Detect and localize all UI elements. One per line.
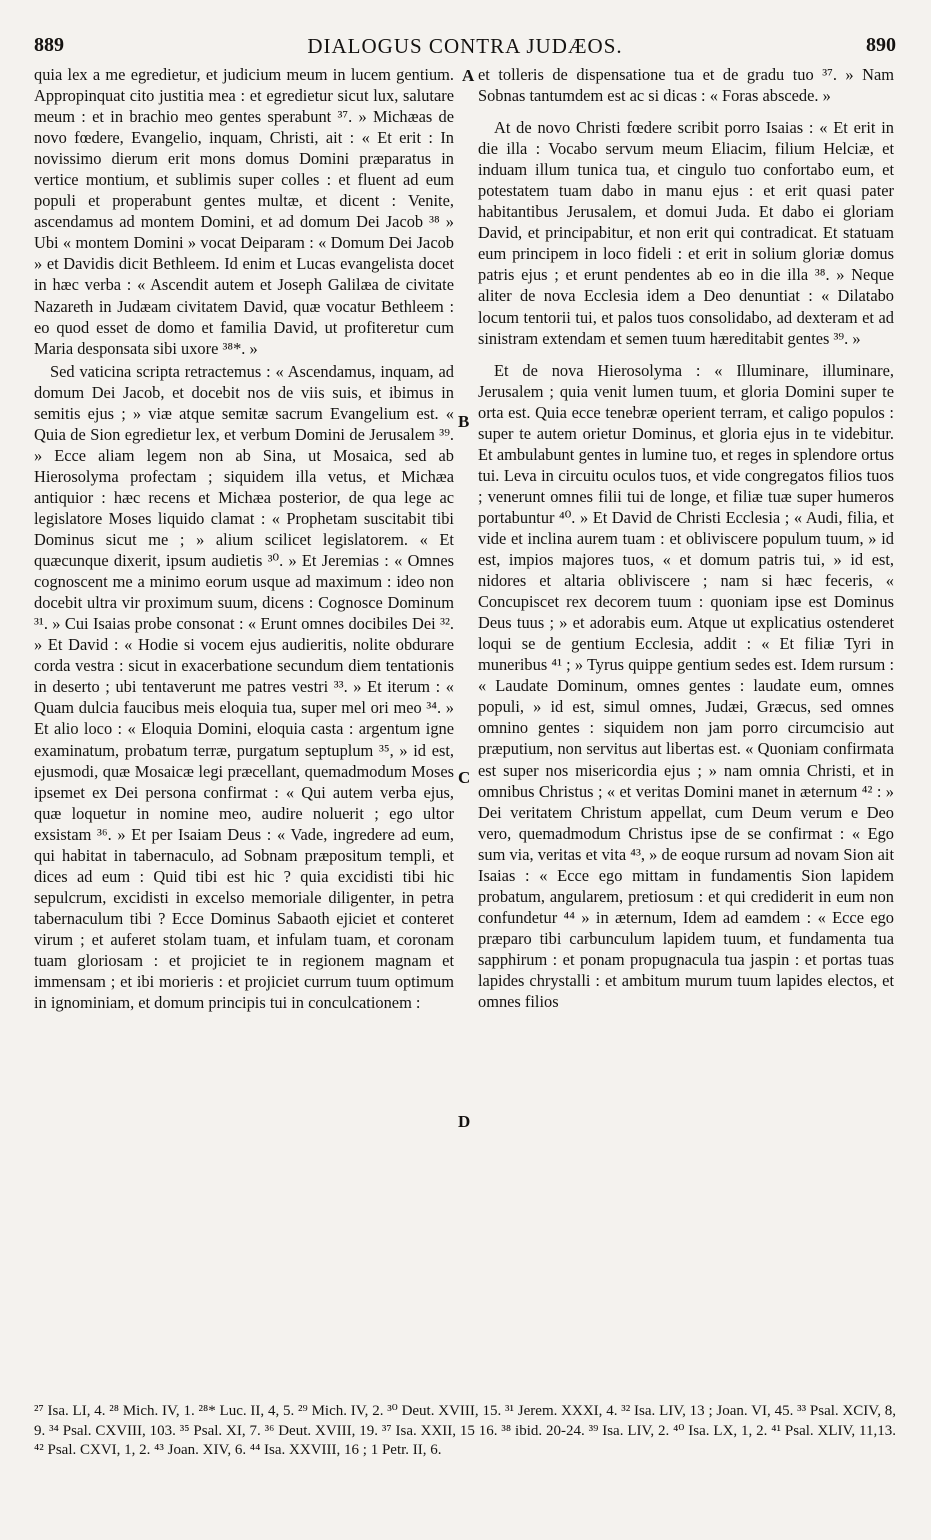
- right-paragraph-3: Et de nova Hierosolyma : « Illuminare, illuminare, Jerusalem ; quia venit lumen tuum, et gloria Domini super te orta est. Quia ecce tenebræ operient terram, et caligo populos : super te autem orietur Dominus, et gloria ejus in te videbitur. Et ambulabunt gentes in lumine tuo, et reges in splendore ortus tui. Leva in circuitu oculos tuos, et vide congregatos filios tuos ; venerunt omnes filii tui de longe, et filiæ tuæ super humeros portabuntur ⁴⁰. » Et David de Christi Ecclesia ; « Audi, filia, et vide et inclina aurem tuam : et obliviscere populum tuum, » id est, impios majores tuos, « et domum patris tui, » id est, nidores et altaria obliviscere ; nam si hæc feceris, « Concupiscet rex decorem tuum : quoniam ipse est Dominus Deus tuus ; » et adorabis eum. Atque ut explicatius ostenderet loqui se de gentium Ecclesia, addit : « Et filiæ Tyri in muneribus ⁴¹ ; » Tyrus quippe gentium sedes est. Idem rursum : « Laudate Dominum, omnes gentes : laudate eum, omnes populi, » id est, simul omnes, Judæi, Græcus, sed omnes omnino gentes : siquidem non jam porro circumcisio aut præputium, non servitus aut libertas est. « Quoniam confirmata est super nos misericordia ejus ; » nam omnia Christi, et in omnibus Christus ; « et veritas Domini manet in æternum ⁴² : » Dei veritatem Christum appellat, cum Deum verum e Deo vero, quemadmodum Christus ipse de se confirmat : « Ego sum via, veritas et vita ⁴³, » de eoque rursum ad novam Sion ait Isaias : « Ecce ego mittam in fundamentis Sion lapidem probatum, angularem, pretiosum : et qui crediderit in eum non confundetur ⁴⁴ » in æternum, Idem ad eamdem : « Ecce ego præparo tibi carbunculum lapidem tuum, et fundamenta tua sapphirum : et ponam propugnacula tua jaspin : et portas tuas lapides chrystalli : et ambitum murum tuum lapides electos, et omnes filios: [478, 360, 894, 1012]
- running-title: DIALOGUS CONTRA JUDÆOS.: [307, 34, 623, 58]
- footnotes: ²⁷ Isa. LI, 4. ²⁸ Mich. IV, 1. ²⁸* Luc. II, 4, 5. ²⁹ Mich. IV, 2. ³⁰ Deut. XVIII, 15. ³¹ Jerem. XXXI, 4. ³² Isa. LIV, 13 ; Joan. VI, 45. ³³ Psal. XCIV, 8, 9. ³⁴ Psal. CXVIII, 103. ³⁵ Psal. XI, 7. ³⁶ Deut. XVIII, 19. ³⁷ Isa. XXII, 15 16. ³⁸ ibid. 20-24. ³⁹ Isa. LIV, 2. ⁴⁰ Isa. LX, 1, 2. ⁴¹ Psal. XLIV, 11,13. ⁴² Psal. CXVI, 1, 2. ⁴³ Joan. XIV, 6. ⁴⁴ Isa. XXVIII, 16 ; 1 Petr. II, 6.: [34, 1403, 896, 1458]
- left-column: [34, 64, 454, 1013]
- right-column: [478, 64, 894, 1012]
- page-number-right: 890: [866, 34, 896, 56]
- section-marker-c: C: [458, 768, 471, 787]
- page-number-left: 889: [34, 34, 64, 56]
- section-marker-b: B: [458, 412, 470, 431]
- section-marker-d: D: [458, 1112, 471, 1131]
- page-header: [34, 34, 896, 64]
- left-paragraph-2: Sed vaticina scripta retractemus : « Ascendamus, inquam, ad domum Dei Jacob, et docebit nos de viis suis, et ibimus in semitis ejus ; » viæ atque semitæ sacrum Evangelium est. « Quia de Sion egredietur lex, et verbum Domini de Jerusalem ³⁹. » Ecce aliam legem non ab Sina, ut Mosaica, sed ab Hierosolyma profectam ; siquidem illa vetus, et Michæa antiquior : hæc recens et Michæa posterior, de qua lege ac legislatore Moses liquido clamat : « Prophetam suscitabit tibi Dominus sicut me ; » alium scilicet legislatorem. « Et quæcunque dixerit, ipsum audietis ³⁰. » Et Jeremias : « Omnes cognoscent me a minimo eorum usque ad maximum : ideo non docebit ultra vir proximum suum, dicens : Cognosce Dominum ³¹. » Cui Isaias probe consonat : « Erunt omnes docibiles Dei ³². » Et David : « Hodie si vocem ejus audieritis, nolite obdurare corda vestra : sicut in exacerbatione secundum diem tentationis in deserto ; ubi tentaverunt me patres vestri ³³. » Et iterum : « Quam dulcia faucibus meis eloquia tua, super mel ori meo ³⁴. » Et alio loco : « Eloquia Domini, eloquia casta : argentum igne examinatum, probatum terræ, purgatum septuplum ³⁵, » id est, ejusmodi, quæ Mosaicæ legi præcellant, quemadmodum Moses ipsemet ex Dei persona confirmat : « Qui autem verba ejus, quæ loquetur in nomine meo, audire noluerit ; ego ultor exsistam ³⁶. » Et per Isaiam Deus : « Vade, ingredere ad eum, qui habitat in tabernaculo, ad Sobnam præpositum templi, et dices ad eum : Quid tibi est hic ? quia excidisti tibi hic sepulcrum, excidisti in excelso memoriale diligenter, in petra tabernaculum tibi ? Ecce Dominus Sabaoth ejiciet et conteret virum ; et auferet stolam tuam, et infulam tuam, et coronam tuam gloriosam : et projiciet te in regionem magnam et immensam ; et ibi morieris : et projiciet currum tuum optimum in ignominiam, et domum principis tui in conculcationem :: [34, 361, 454, 1013]
- right-paragraph-2: At de novo Christi fœdere scribit porro Isaias : « Et erit in die illa : Vocabo servum meum Eliacim, filium Helciæ, et induam illum tunica tua, et cingulo tuo confortabo eum, et potestatem tuam dabo in manu ejus : et erit quasi pater habitantibus Jerusalem, et domui Juda. Et dabo ei gloriam David, et principabitur, et non erit qui contradicat. Et statuam eum principem in loco fideli : et erit in solium gloriæ domus patris ejus ; et erunt pendentes ab eo in die illa ³⁸. » Neque aliter de nova Ecclesia idem a Deo denuntiat : « Dilatabo locum tentorii tui, et palos tuos consolidabo, ad dexteram et ad sinistram extendam et semen tuum hæreditabit gentes ³⁹. »: [478, 118, 894, 348]
- right-paragraph-1: et tolleris de dispensatione tua et de gradu tuo ³⁷. » Nam Sobnas tantumdem est ac si dicas : « Foras abscede. »: [478, 65, 894, 106]
- left-paragraph-1: quia lex a me egredietur, et judicium meum in lucem gentium. Appropinquat cito justitia mea : et egredietur sicut lux, salutare meum : et in brachio meo gentes sperabunt ³⁷. » Michæas de novo fœdere, Evangelio, inquam, Christi, ait : « Et erit : In novissimo dierum erit mons domus Domini præparatus in vertice montium, et sublimis super colles : et fluent ad eum populi et properabunt gentes multæ, et dicent : Venite, ascendamus ad montem Domini, et ad domum Dei Jacob ³⁸ » Ubi « montem Domini » vocat Deiparam : « Domum Dei Jacob » et Davidis dicit Bethleem. Id enim et Lucas evangelista docet in hæc verba : « Ascendit autem et Joseph Galilæa de civitate Nazareth in Judæam civitatem David, quæ vocatur Bethleem : eo quod esset de domo et familia David, ut profiteretur cum Maria desponsata sibi uxore ³⁸*. »: [34, 65, 454, 358]
- section-marker-a: A: [462, 66, 475, 85]
